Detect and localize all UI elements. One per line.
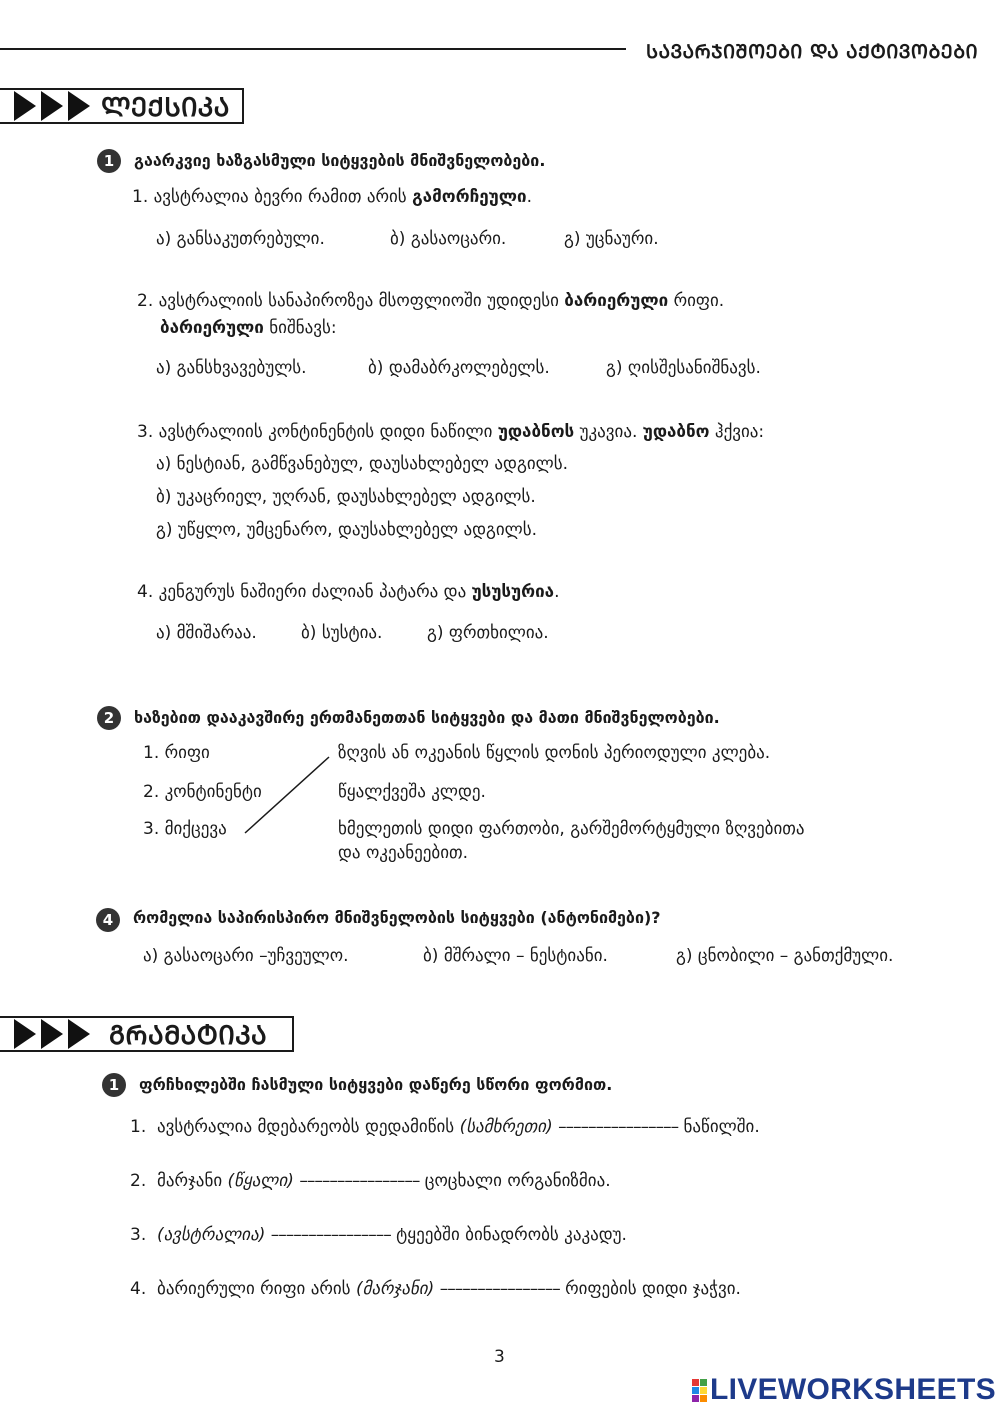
match-left-item[interactable]: 2. კონტინენტი — [143, 782, 262, 802]
task-number-badge: 1 — [102, 1073, 126, 1097]
option-c[interactable]: გ) უცნაური. — [564, 229, 659, 249]
task-number-badge: 4 — [96, 908, 120, 932]
header-rule — [0, 48, 626, 50]
task-title: ხაზებით დააკავშირე ერთმანეთთან სიტყვები და მათი მნიშვნელობები. — [134, 708, 720, 727]
page-number: 3 — [494, 1347, 505, 1367]
task-title: გაარკვიე ხაზგასმული სიტყვების მნიშვნელობები. — [134, 151, 546, 170]
option-c[interactable]: გ) უწყლო, უმცენარო, დაუსახლებელ ადგილს. — [156, 520, 538, 540]
question-2-line-2: ბარიერული ნიშნავს: — [160, 318, 337, 338]
match-right-item-cont: და ოკეანეებით. — [338, 843, 469, 863]
option-a[interactable]: ა) მშიშარაა. — [156, 623, 257, 643]
matching-line — [240, 752, 336, 838]
option-a[interactable]: ა) განსხვავებულს. — [156, 358, 307, 378]
grammar-item: 2. მარჯანი (წყალი) –––––––––––––––– ცოცხალი ორგანიზმია. — [130, 1171, 611, 1191]
option-c[interactable]: გ) ფრთხილია. — [427, 623, 549, 643]
option-a[interactable]: ა) განსაკუთრებული. — [156, 229, 325, 249]
option-b[interactable]: ბ) უკაცრიელ, უღრან, დაუსახლებელ ადგილს. — [156, 487, 536, 507]
option-a[interactable]: ა) ნესტიან, გამწვანებულ, დაუსახლებელ ადგილს. — [156, 454, 569, 474]
answer-blank[interactable]: –––––––––––––––– — [558, 1117, 679, 1137]
question-2: 2. ავსტრალიის სანაპიროზეა მსოფლიოში უდიდესი ბარიერული რიფი. — [137, 291, 725, 311]
task-number-badge: 1 — [97, 149, 121, 173]
match-right-item[interactable]: ზღვის ან ოკეანის წყლის დონის პერიოდული კლება. — [338, 743, 771, 763]
task-title: ფრჩხილებში ჩასმული სიტყვები დაწერე სწორი ფორმით. — [139, 1075, 613, 1094]
option-a[interactable]: ა) გასაოცარი –უჩვეულო. — [143, 946, 349, 966]
question-3: 3. ავსტრალიის კონტინენტის დიდი ნაწილი უდაბნოს უკავია. უდაბნო ჰქვია: — [137, 422, 765, 442]
option-b[interactable]: ბ) სუსტია. — [301, 623, 383, 643]
question-1: 1. ავსტრალია ბევრი რამით არის გამორჩეული. — [132, 187, 532, 207]
answer-blank[interactable]: –––––––––––––––– — [299, 1171, 420, 1191]
option-b[interactable]: ბ) დამაბრკოლებელს. — [368, 358, 550, 378]
option-c[interactable]: გ) ცნობილი – განთქმული. — [676, 946, 894, 966]
grammar-item: 1. ავსტრალია მდებარეობს დედამიწის (სამხრეთი) –––––––––––––––– ნაწილში. — [130, 1117, 760, 1137]
match-left-item[interactable]: 1. რიფი — [143, 743, 210, 763]
option-c[interactable]: გ) ღისშესანიშნავს. — [606, 358, 761, 378]
header-title: ᲡᲐᲕᲐᲠᲯᲘᲨᲝᲔᲑᲘ ᲓᲐ ᲐᲥᲢᲘᲕᲝᲑᲔᲑᲘ — [646, 41, 979, 63]
match-right-item[interactable]: ხმელეთის დიდი ფართობი, გარშემორტყმული ზღვებითა — [338, 819, 805, 839]
grammar-banner — [0, 1016, 294, 1052]
question-4: 4. კენგურუს ნაშიერი ძალიან პატარა და უსუსურია. — [137, 582, 560, 602]
vocab-banner-title: ᲚᲔᲥᲡᲘᲙᲐ — [101, 93, 230, 123]
grammar-item: 3. (ავსტრალია) –––––––––––––––– ტყეებში ბინადრობს კაკადუ. — [130, 1225, 627, 1245]
answer-blank[interactable]: –––––––––––––––– — [270, 1225, 391, 1245]
task-title: რომელია საპირისპირო მნიშვნელობის სიტყვები (ანტონიმები)? — [133, 908, 661, 927]
logo-blocks-icon — [692, 1379, 707, 1402]
grammar-banner-title: ᲒᲠᲐᲛᲐᲢᲘᲙᲐ — [109, 1021, 268, 1051]
match-left-item[interactable]: 3. მიქცევა — [143, 819, 227, 839]
banner-arrows-icon — [0, 1019, 95, 1049]
task-number-badge: 2 — [97, 706, 121, 730]
vocab-banner — [0, 88, 244, 124]
grammar-item: 4. ბარიერული რიფი არის (მარჯანი) –––––––––––––––– რიფების დიდი ჯაჭვი. — [130, 1279, 741, 1299]
match-right-item[interactable]: წყალქვეშა კლდე. — [338, 782, 486, 802]
liveworksheets-logo[interactable] — [692, 1373, 996, 1407]
logo-text: LIVEWORKSHEETS — [710, 1373, 996, 1406]
option-b[interactable]: ბ) გასაოცარი. — [390, 229, 507, 249]
option-b[interactable]: ბ) მშრალი – ნესტიანი. — [423, 946, 608, 966]
banner-arrows-icon — [0, 91, 95, 121]
answer-blank[interactable]: –––––––––––––––– — [439, 1279, 560, 1299]
